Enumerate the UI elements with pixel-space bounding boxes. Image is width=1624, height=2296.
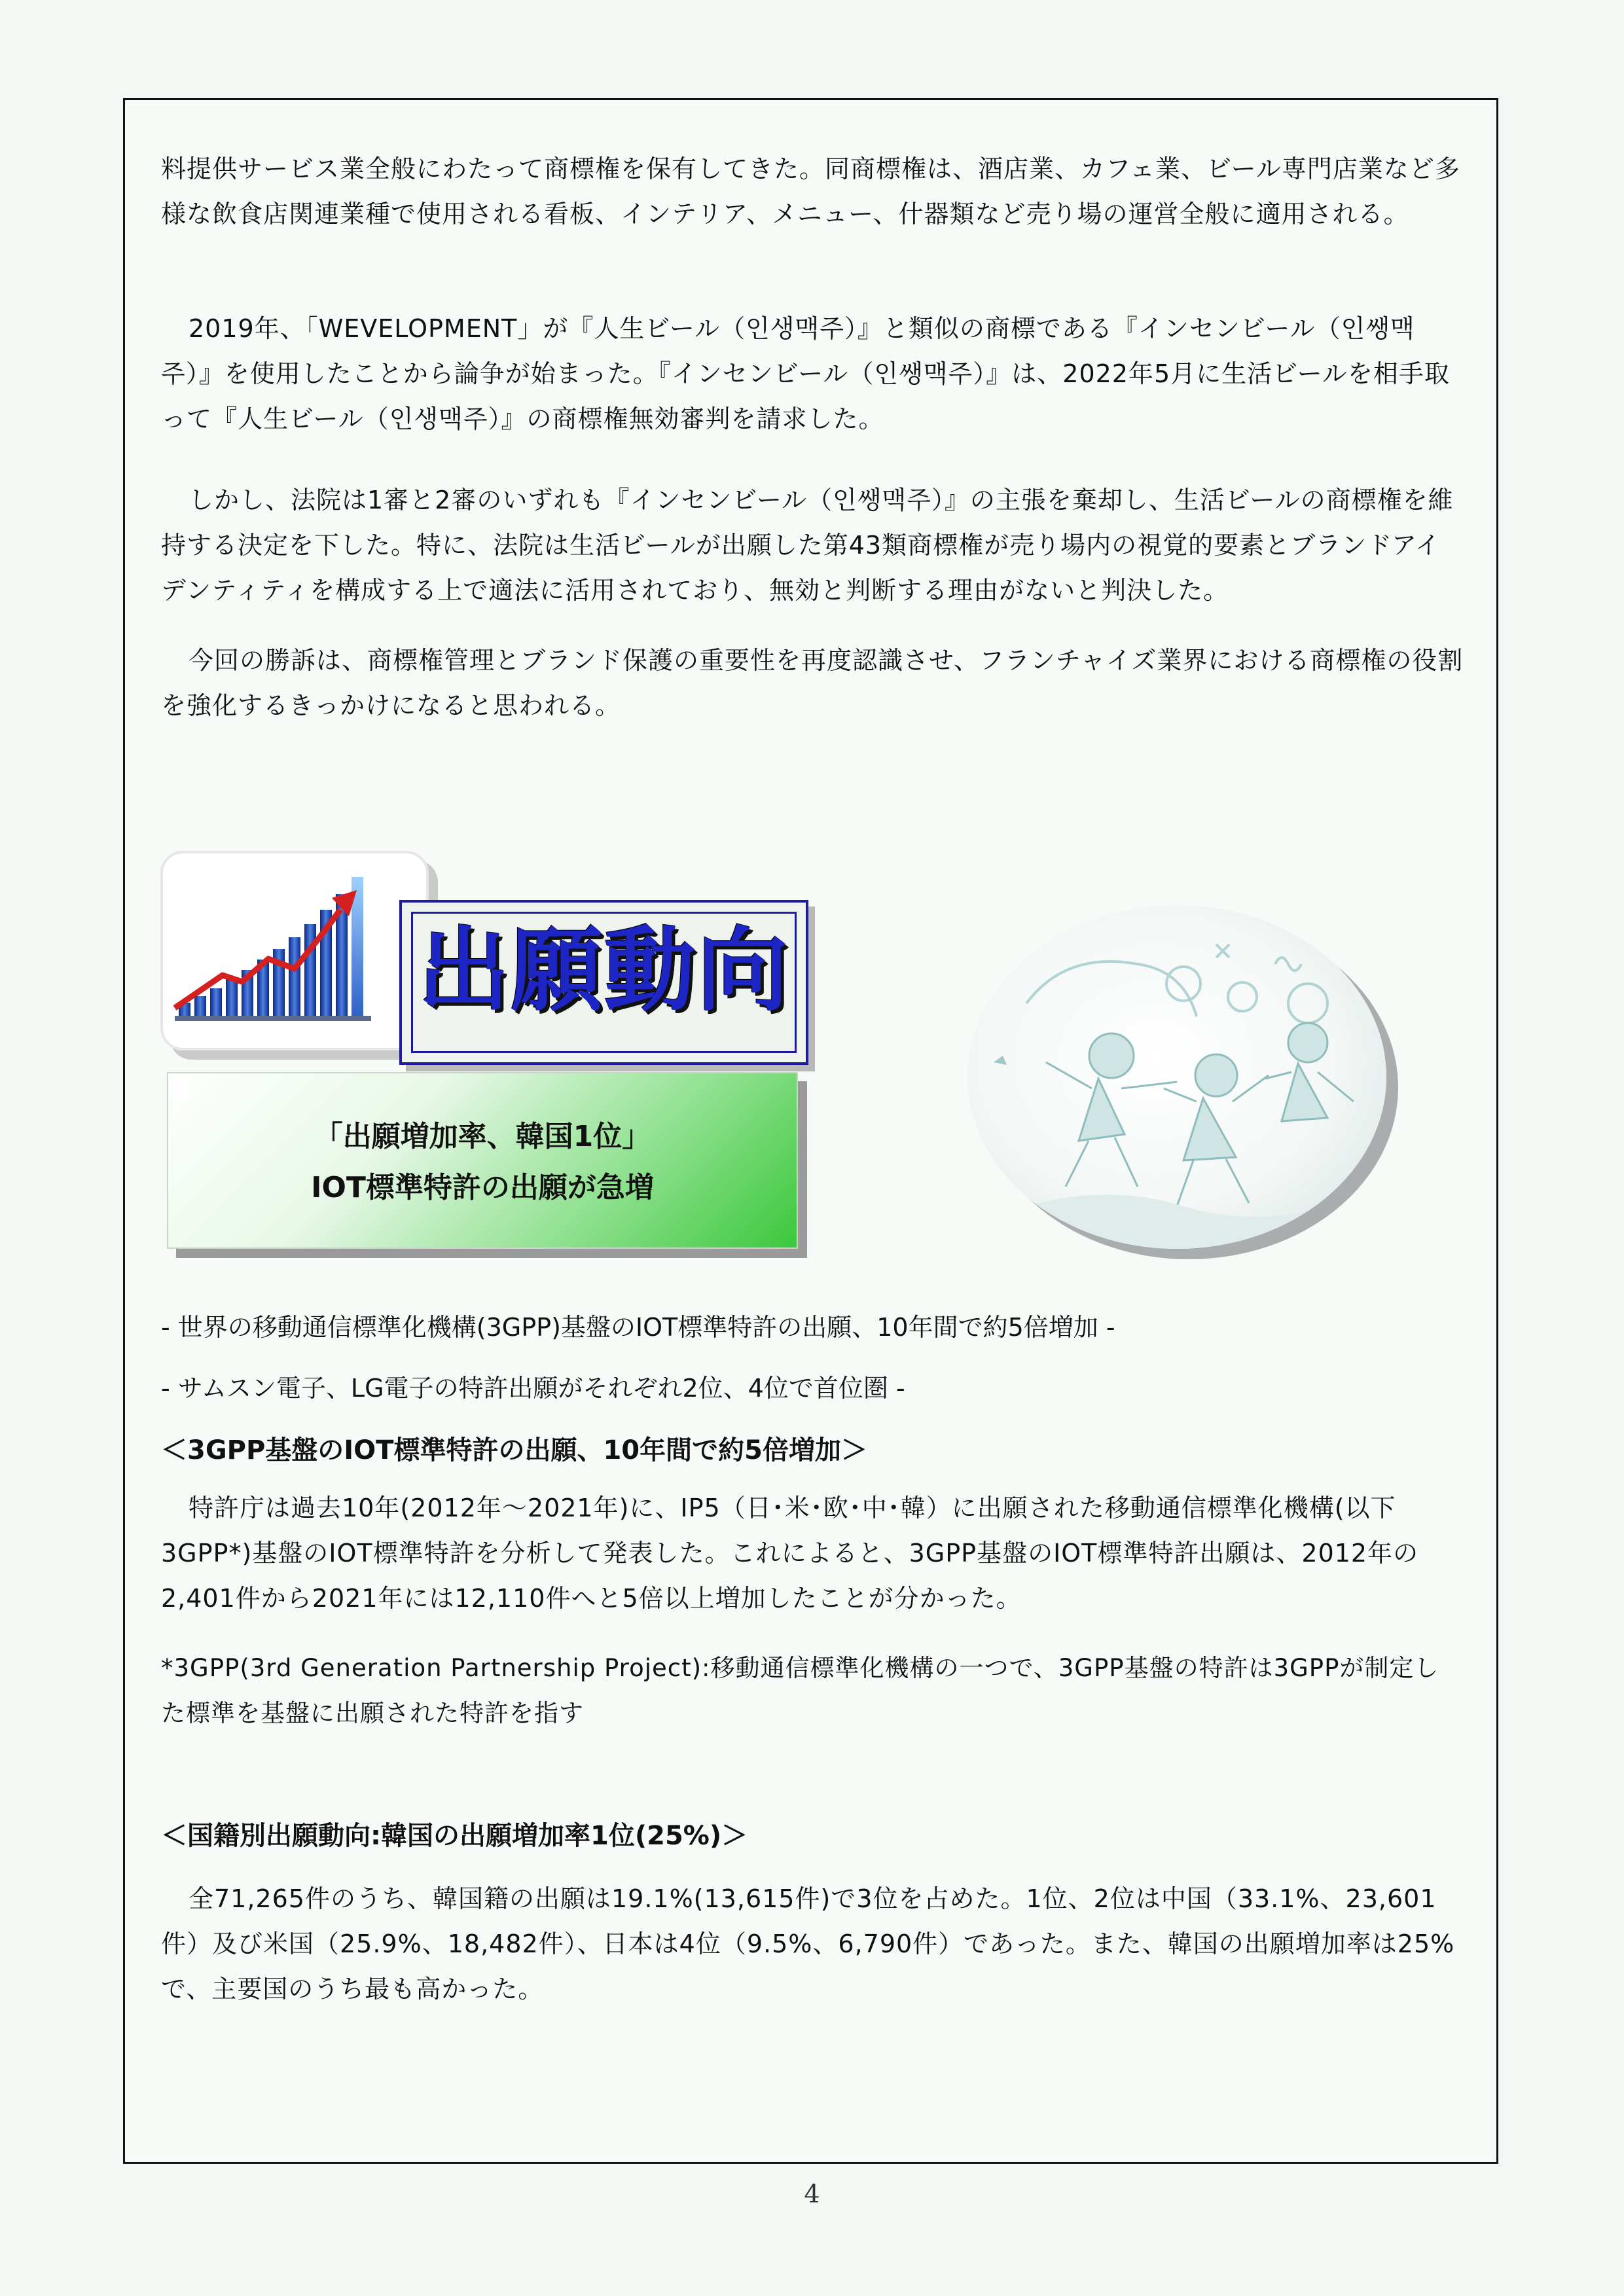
section-title: 出願動向 — [418, 918, 790, 1024]
section-subtitle-box — [167, 1072, 798, 1249]
paragraph-court-ruling: しかし、法院は1審と2審のいずれも『インセンビール（인쌩맥주）』の主張を棄却し、生活ビールの商標権を維持する決定を下した。特に、法院は生活ビールが出願した第43類商標権が売り場内の視覚的要素とブランドアイデンティティを構成する上で適法に活用されており、無効と判断する理由がないと判決した。 — [161, 486, 1454, 605]
summary-line-1: - 世界の移動通信標準化機構(3GPP)基盤のIOT標準特許の出願、10年間で約5倍増加 - — [161, 1313, 1115, 1342]
section-title-box — [399, 900, 808, 1065]
summary-line-2: - サムスン電子、LG電子の特許出願がそれぞれ2位、4位で首位圏 - — [161, 1374, 905, 1403]
bar-chart-icon — [160, 851, 429, 1050]
paragraph-significance: 今回の勝訴は、商標権管理とブランド保護の重要性を再度認識させ、フランチャイズ業界における商標権の役割を強化するきっかけになると思われる。 — [161, 646, 1464, 720]
subtitle-line-1: 「出願増加率、韓国1位」 — [314, 1120, 651, 1153]
growth-chart-graphic — [160, 851, 429, 1050]
children-illustration — [967, 905, 1386, 1249]
paragraph-kipo-analysis: 特許庁は過去10年(2012年～2021年)に、IP5（日･米･欧･中･韓）に出願された移動通信標準化機構(以下3GPP*)基盤のIOT標準特許を分析して発表した。これによると、3GPP基盤のIOT標準特許出願は、2012年の2,401件から2021年には12,110件へと5倍以上増加したことが分かった。 — [161, 1494, 1419, 1613]
page-number: 4 — [804, 2179, 820, 2208]
paragraph-dispute-origin: 2019年、「WEVELOPMENT」が『人生ビール（인생맥주）』と類似の商標である『インセンビール（인쌩맥주）』を使用したことから論争が始まった。『インセンビール（인쌩맥주）』は、2022年5月に生活ビールを相手取って『人生ビール（인생맥주）』の商標権無効審判を請求した。 — [161, 314, 1450, 433]
children-playing-illustration-icon — [967, 905, 1386, 1249]
subtitle-line-2: IOT標準特許の出願が急増 — [311, 1171, 654, 1204]
paragraph-nationality-stats: 全71,265件のうち、韓国籍の出願は19.1%(13,615件)で3位を占めた。1位、2位は中国（33.1%、23,601件）及び米国（25.9%、18,482件）、日本は4位（9.5%、6,790件）であった。また、韓国の出願増加率は25%で、主要国のうち最も高かった。 — [161, 1884, 1455, 2003]
heading-nationality-trend: ＜国籍別出願動向:韓国の出願増加率1位(25%)＞ — [161, 1821, 748, 1851]
heading-3gpp-growth: ＜3GPP基盤のIOT標準特許の出願、10年間で約5倍増加＞ — [161, 1435, 867, 1465]
paragraph-trademark-scope: 料提供サービス業全般にわたって商標権を保有してきた。同商標権は、酒店業、カフェ業、ビール専門店業など多様な飲食店関連業種で使用される看板、インテリア、メニュー、什器類など売り場の運営全般に適用される。 — [161, 154, 1460, 228]
footnote-3gpp: *3GPP(3rd Generation Partnership Project):移動通信標準化機構の一つで、3GPP基盤の特許は3GPPが制定した標準を基盤に出願された特許を指す — [161, 1654, 1439, 1727]
